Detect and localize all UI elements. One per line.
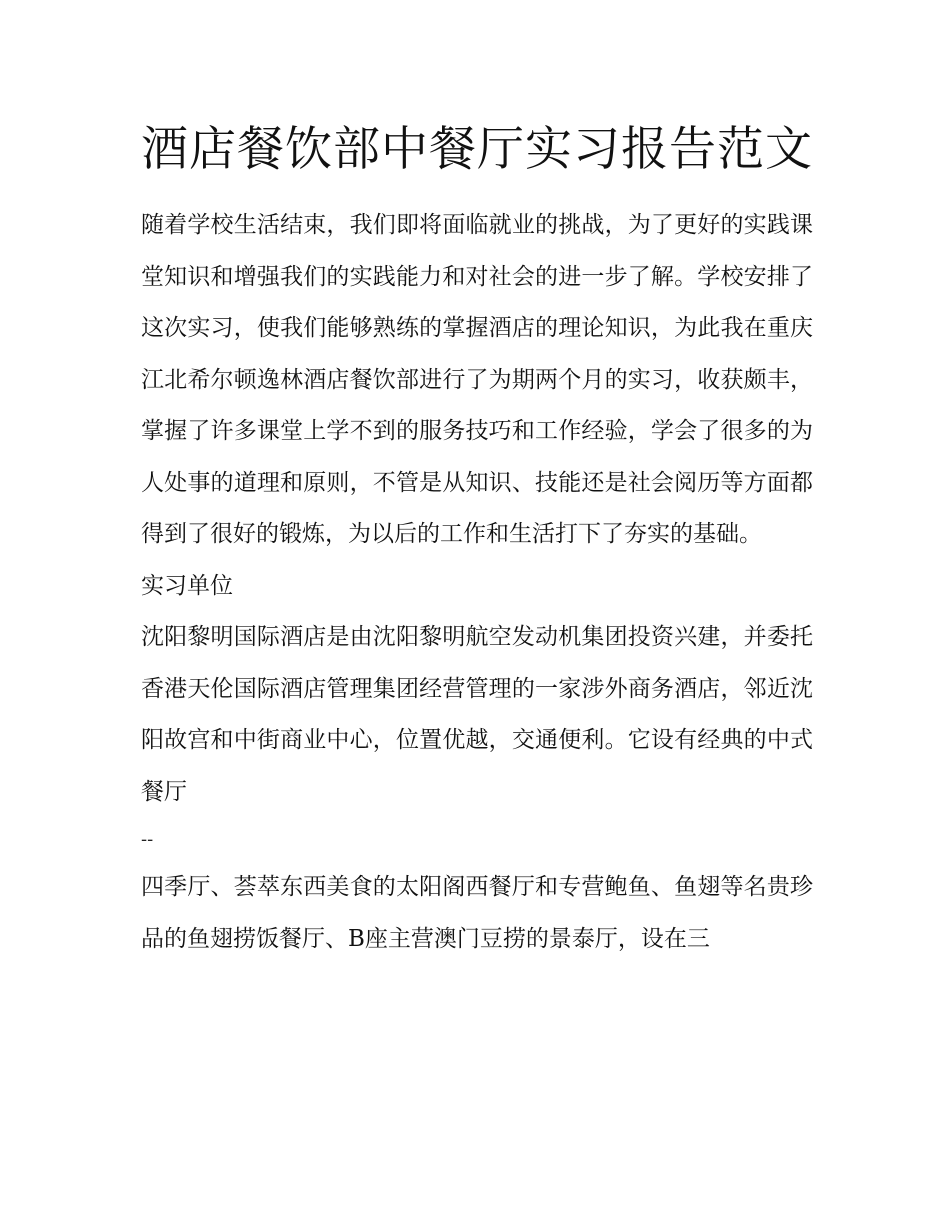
intro-paragraph: 随着学校生活结束，我们即将面临就业的挑战，为了更好的实践课堂知识和增强我们的实践能力和对社会的进一步了解。学校安排了这次实习，使我们能够熟练的掌握酒店的理论知识，为此我在重庆江北希尔顿逸林酒店餐饮部进行了为期两个月的实习，收获颇丰，掌握了许多课堂上学不到的服务技巧和工作经验，学会了很多的为人处事的道理和原则，不管是从知识、技能还是社会阅历等方面都得到了很好的锻炼，为以后的工作和生活打下了夯实的基础。 xyxy=(141,212,813,547)
document-title: 酒店餐饮部中餐厅实习报告范文 xyxy=(141,122,813,177)
section-paragraph-2: 四季厅、荟萃东西美食的太阳阁西餐厅和专营鲍鱼、鱼翅等名贵珍品的鱼翅捞饭餐厅、B座主营澳门豆捞的景泰厅，设在三 xyxy=(141,874,813,952)
page-separator: -- xyxy=(141,829,154,850)
section-paragraph-1: 沈阳黎明国际酒店是由沈阳黎明航空发动机集团投资兴建，并委托香港天伦国际酒店管理集团经营管理的一家涉外商务酒店，邻近沈阳故宫和中街商业中心，位置优越，交通便利。它设有经典的中式餐厅 xyxy=(141,624,813,805)
section-heading: 实习单位 xyxy=(141,572,233,599)
document-page xyxy=(141,112,813,965)
